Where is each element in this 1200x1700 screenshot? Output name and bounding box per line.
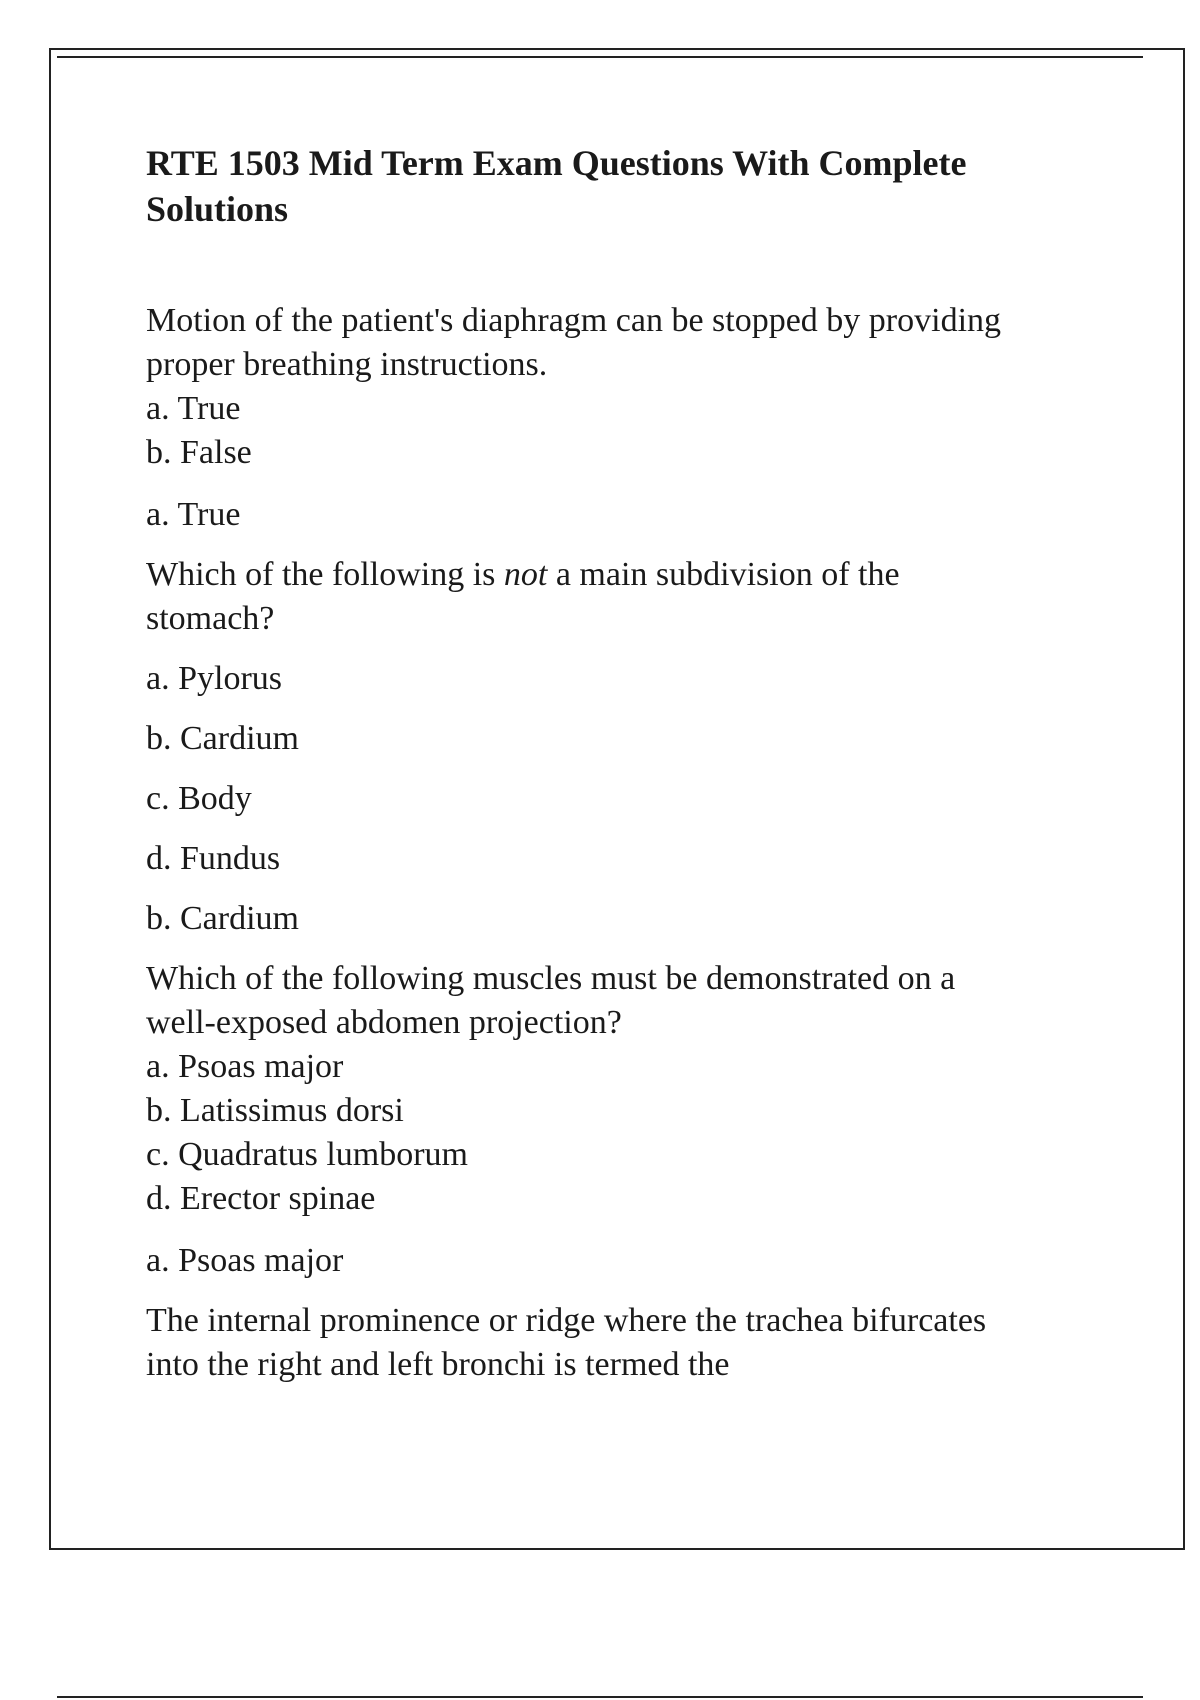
question-text: Which of the following muscles must be demonstrated on a: [146, 960, 956, 997]
question-text: The internal prominence or ridge where the trachea bifurcates: [146, 1302, 987, 1339]
option: c. Quadratus lumborum: [146, 1136, 468, 1173]
answer-2: b. Cardium: [146, 900, 299, 937]
option: b. Cardium: [146, 720, 299, 757]
top-rule: [57, 56, 1143, 58]
option: c. Body: [146, 780, 252, 817]
question-1: [146, 299, 1086, 475]
bottom-rule: [57, 1696, 1143, 1698]
answer-1: a. True: [146, 496, 241, 533]
question-text: Motion of the patient's diaphragm can be stopped by providing: [146, 302, 1002, 339]
question-text: stomach?: [146, 600, 275, 637]
document-title: [146, 140, 1086, 232]
question-text: proper breathing instructions.: [146, 346, 548, 383]
question-text: well-exposed abdomen projection?: [146, 1004, 622, 1041]
question-2: [146, 553, 1086, 641]
option: d. Fundus: [146, 840, 281, 877]
question-4: [146, 1299, 1086, 1387]
title-line: Solutions: [146, 189, 289, 229]
question-3: [146, 957, 1086, 1221]
emphasis: not: [503, 556, 548, 593]
question-text: into the right and left bronchi is termed the: [146, 1346, 730, 1383]
title-line: RTE 1503 Mid Term Exam Questions With Complete: [146, 143, 967, 183]
document-body: [146, 140, 1086, 1387]
question-text: Which of the following is not a main subdivision of the: [146, 556, 900, 593]
option: a. Pylorus: [146, 660, 282, 697]
option: a. True: [146, 390, 241, 427]
option: a. Psoas major: [146, 1048, 344, 1085]
option: b. Latissimus dorsi: [146, 1092, 404, 1129]
answer-3: a. Psoas major: [146, 1242, 344, 1279]
option: b. False: [146, 434, 252, 471]
option: d. Erector spinae: [146, 1180, 376, 1217]
